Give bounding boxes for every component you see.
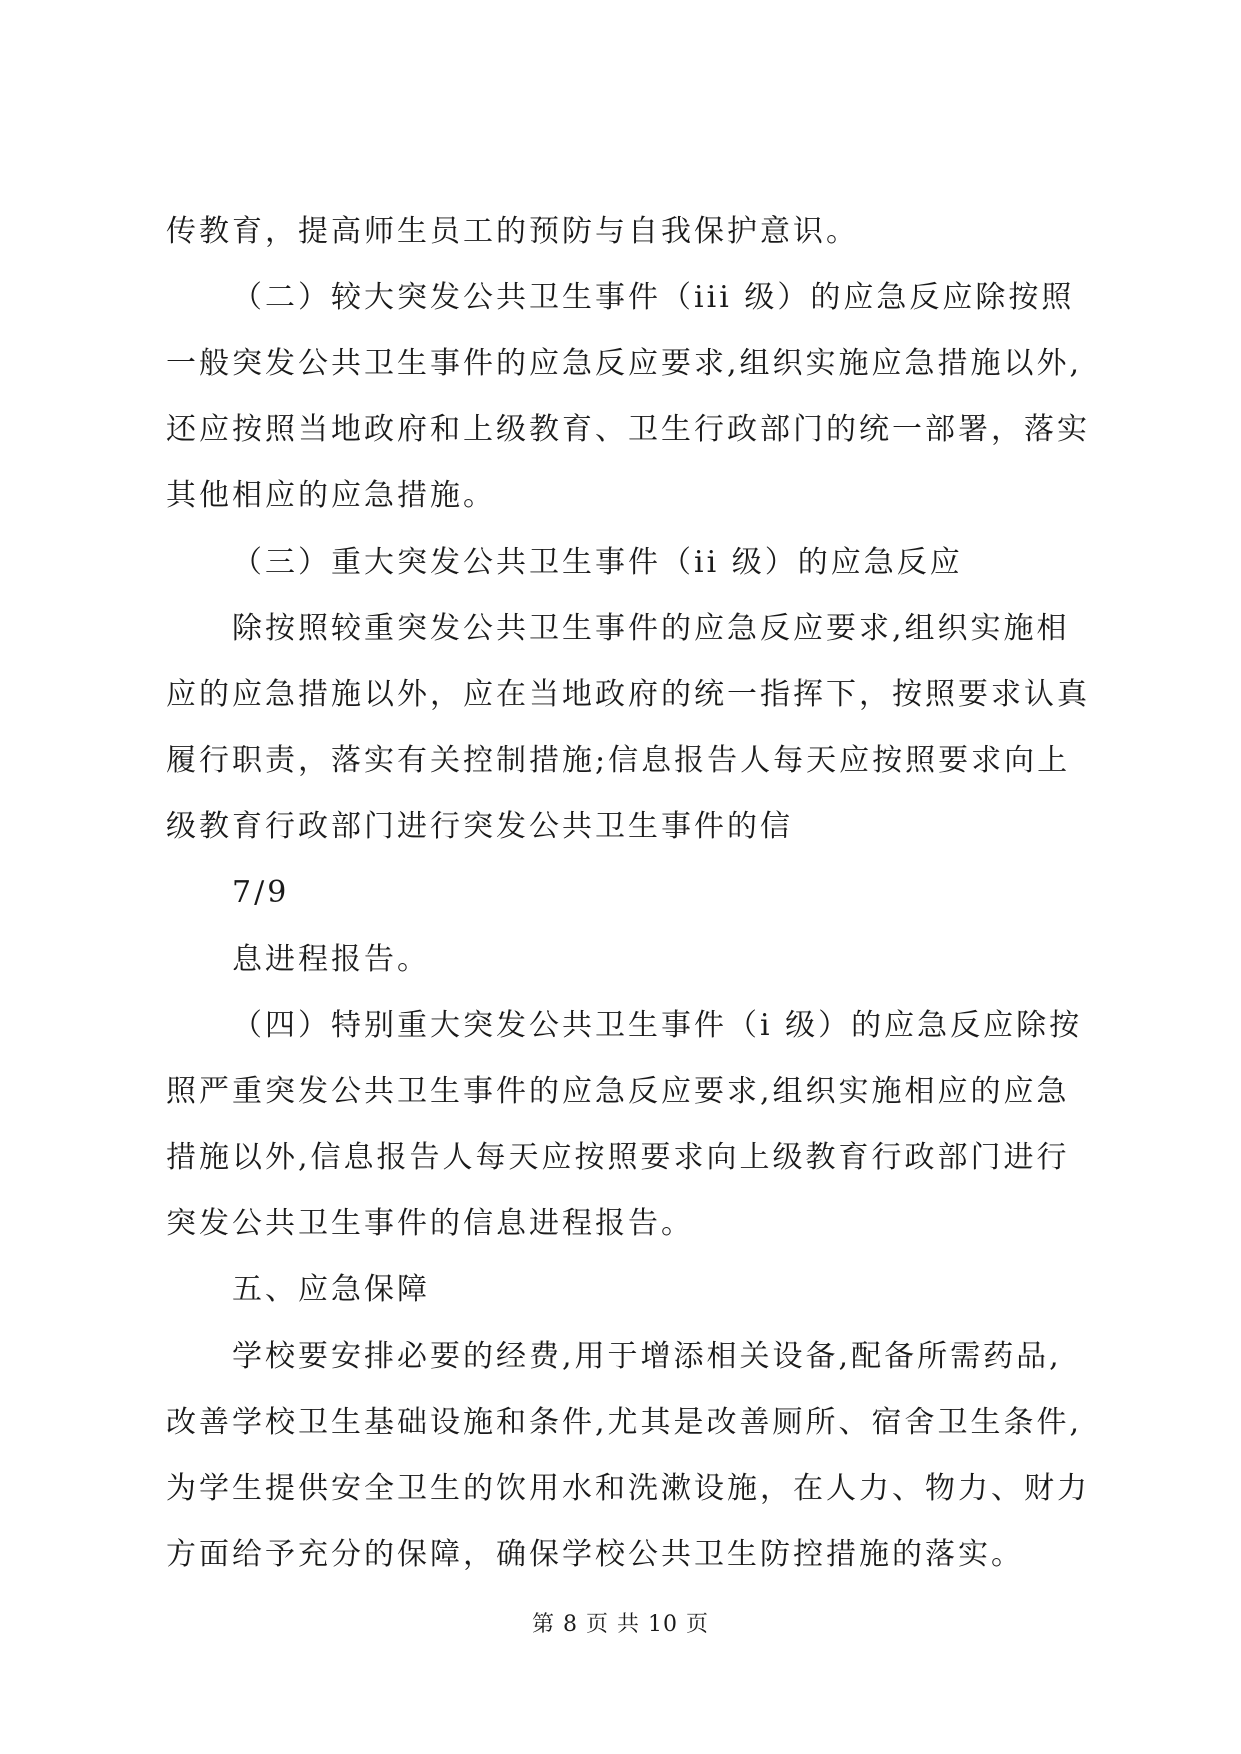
- body-line-15: 措施以外,信息报告人每天应按照要求向上级教育行政部门进行: [166, 1140, 1070, 1175]
- body-line-13: （四）特别重大突发公共卫生事件（i 级）的应急反应除按: [232, 1008, 1083, 1043]
- body-line-1: 传教育，提高师生员工的预防与自我保护意识。: [166, 214, 859, 249]
- body-line-20: 为学生提供安全卫生的饮用水和洗漱设施，在人力、物力、财力: [166, 1471, 1090, 1506]
- body-line-9: 履行职责，落实有关控制措施;信息报告人每天应按照要求向上: [166, 743, 1071, 778]
- body-line-14: 照严重突发公共卫生事件的应急反应要求,组织实施相应的应急: [166, 1074, 1070, 1109]
- body-line-8: 应的应急措施以外，应在当地政府的统一指挥下，按照要求认真: [166, 677, 1090, 712]
- body-line-12: 息进程报告。: [232, 942, 430, 977]
- section-heading: 五、应急保障: [232, 1272, 430, 1307]
- body-line-21: 方面给予充分的保障，确保学校公共卫生防控措施的落实。: [166, 1537, 1024, 1572]
- body-line-6: （三）重大突发公共卫生事件（ii 级）的应急反应: [232, 545, 963, 580]
- body-line-5: 其他相应的应急措施。: [166, 478, 496, 513]
- page-fraction-text: 7/9: [232, 875, 290, 910]
- body-line-16: 突发公共卫生事件的信息进程报告。: [166, 1206, 694, 1241]
- body-line-7: 除按照较重突发公共卫生事件的应急反应要求,组织实施相: [232, 611, 1070, 646]
- page-footer: 第 8 页 共 10 页: [532, 1612, 709, 1637]
- body-line-18: 学校要安排必要的经费,用于增添相关设备,配备所需药品,: [232, 1339, 1062, 1374]
- body-line-10: 级教育行政部门进行突发公共卫生事件的信: [166, 809, 793, 844]
- body-line-4: 还应按照当地政府和上级教育、卫生行政部门的统一部署，落实: [166, 412, 1090, 447]
- body-line-2: （二）较大突发公共卫生事件（iii 级）的应急反应除按照: [232, 280, 1075, 315]
- body-line-3: 一般突发公共卫生事件的应急反应要求,组织实施应急措施以外,: [166, 346, 1083, 381]
- body-line-19: 改善学校卫生基础设施和条件,尤其是改善厕所、宿舍卫生条件,: [166, 1405, 1083, 1440]
